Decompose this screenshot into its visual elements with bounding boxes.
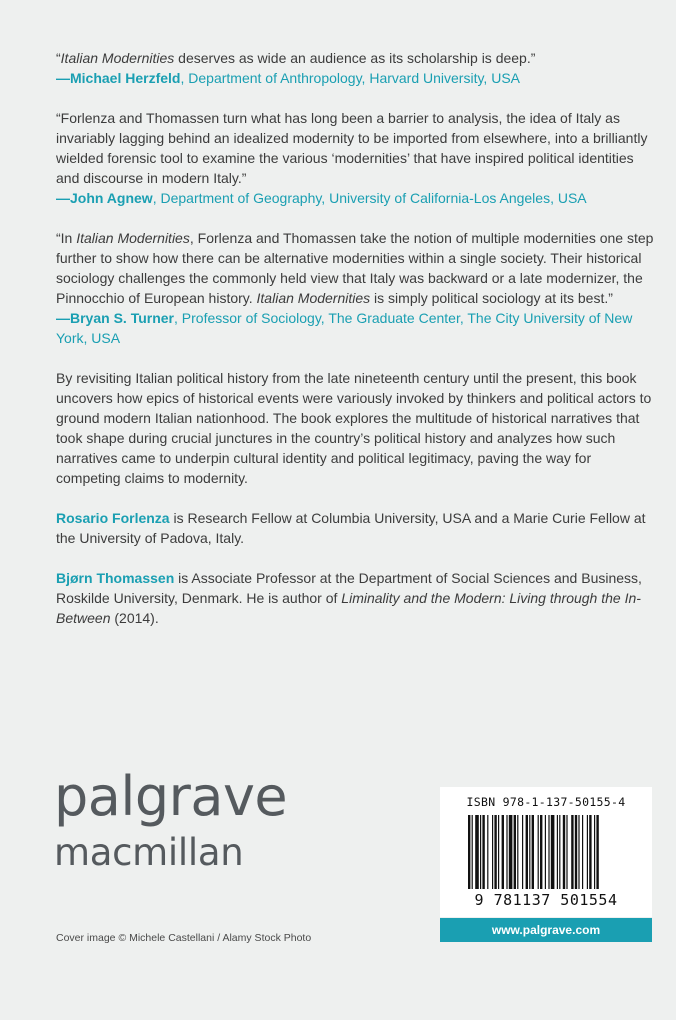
endorsement-quote: “In Italian Modernities, Forlenza and Thomassen take the notion of multiple modernities one step further to show how there can be alternative modernities within a single society. Their historical sociology challenges the commonly held view that Italy was backward or a late modernizer, the Pinnocchio of European history. Italian Modernities is simply political sociology at its best.”: [56, 230, 654, 306]
barcode-bar: [557, 815, 558, 889]
barcode-bar: [596, 815, 598, 889]
barcode-bar: [538, 815, 539, 889]
barcode-bar: [559, 815, 560, 889]
barcode-bar: [506, 815, 507, 889]
barcode-bar: [571, 815, 573, 889]
endorsement-attribution: —Bryan S. Turner, Professor of Sociology, The Graduate Center, The City University of New York, USA: [56, 310, 633, 346]
barcode-bar: [517, 815, 518, 889]
barcode-bar: [514, 815, 516, 889]
barcode-bar: [551, 815, 555, 889]
barcode-bar: [509, 815, 513, 889]
barcode-bar: [575, 815, 577, 889]
barcode-bar: [487, 815, 488, 889]
barcode-bar: [582, 815, 583, 889]
endorsement-agnew: [56, 108, 656, 208]
barcode-bar: [578, 815, 579, 889]
barcode-bar: [545, 815, 546, 889]
barcode-bar: [492, 815, 493, 889]
author-bio-thomassen: Bjørn Thomassen is Associate Professor at the Department of Social Sciences and Business, Roskilde University, Denmark. He is author of Liminality and the Modern: Living through the In-Between (2014).: [56, 570, 642, 626]
endorsement-herzfeld: [56, 48, 656, 88]
endorsement-attribution: —John Agnew, Department of Geography, University of California-Los Angeles, USA: [56, 190, 587, 206]
barcode-bar: [566, 815, 567, 889]
barcode-bar: [494, 815, 496, 889]
barcode-bar: [472, 815, 473, 889]
author-bio-forlenza: Rosario Forlenza is Research Fellow at Columbia University, USA and a Marie Curie Fellow at the University of Padova, Italy.: [56, 510, 646, 546]
barcode-bar: [522, 815, 523, 889]
barcode-bar: [587, 815, 588, 889]
barcode-bar: [480, 815, 481, 889]
publisher-website-link[interactable]: www.palgrave.com: [440, 918, 652, 942]
endorsement-attribution: —Michael Herzfeld, Department of Anthropology, Harvard University, USA: [56, 70, 520, 86]
publisher-logo: [54, 765, 288, 874]
publisher-logo-line1: palgrave: [54, 765, 288, 828]
isbn-barcode: [440, 787, 652, 917]
barcode-bar: [475, 815, 479, 889]
barcode-bar: [594, 815, 595, 889]
barcode-bars: [468, 815, 626, 889]
book-blurb: By revisiting Italian political history from the late nineteenth century until the present, this book uncovers how epics of historical events were variously invoked by thinkers and political actors to ground modern Italian nationhood. The book explores the multitude of historical narratives that took shape during crucial junctures in the country’s political history and analyzes how such narratives came to underpin cultural identity and political legitimacy, paving the way for competing claims to modernity.: [56, 370, 652, 486]
endorsement-quote: “Forlenza and Thomassen turn what has long been a barrier to analysis, the idea of Italy as invariably lagging behind an idealized modernity to be imported from elsewhere, into a brilliantly wielded forensic tool to examine the various ‘modernities’ that have inspired political identities and discourse in modern Italy.”: [56, 110, 648, 186]
barcode-bar: [482, 815, 484, 889]
isbn-label: ISBN 978-1-137-50155-4: [466, 795, 626, 809]
back-cover-text: [56, 48, 656, 648]
barcode-bar: [498, 815, 499, 889]
barcode-bar: [526, 815, 528, 889]
barcode-digits: 9 781137 501554: [474, 891, 618, 909]
barcode-bar: [548, 815, 549, 889]
barcode-bar: [540, 815, 542, 889]
endorsement-quote: “Italian Modernities deserves as wide an audience as its scholarship is deep.”: [56, 50, 536, 66]
endorsement-turner: [56, 228, 656, 348]
barcode-bar: [589, 815, 591, 889]
barcode-bar: [468, 815, 470, 889]
cover-credit: Cover image © Michele Castellani / Alamy Stock Photo: [56, 932, 312, 944]
barcode-bar: [529, 815, 530, 889]
publisher-logo-line2: macmillan: [54, 831, 244, 874]
barcode-bar: [532, 815, 534, 889]
barcode-bar: [502, 815, 504, 889]
barcode-bar: [563, 815, 565, 889]
